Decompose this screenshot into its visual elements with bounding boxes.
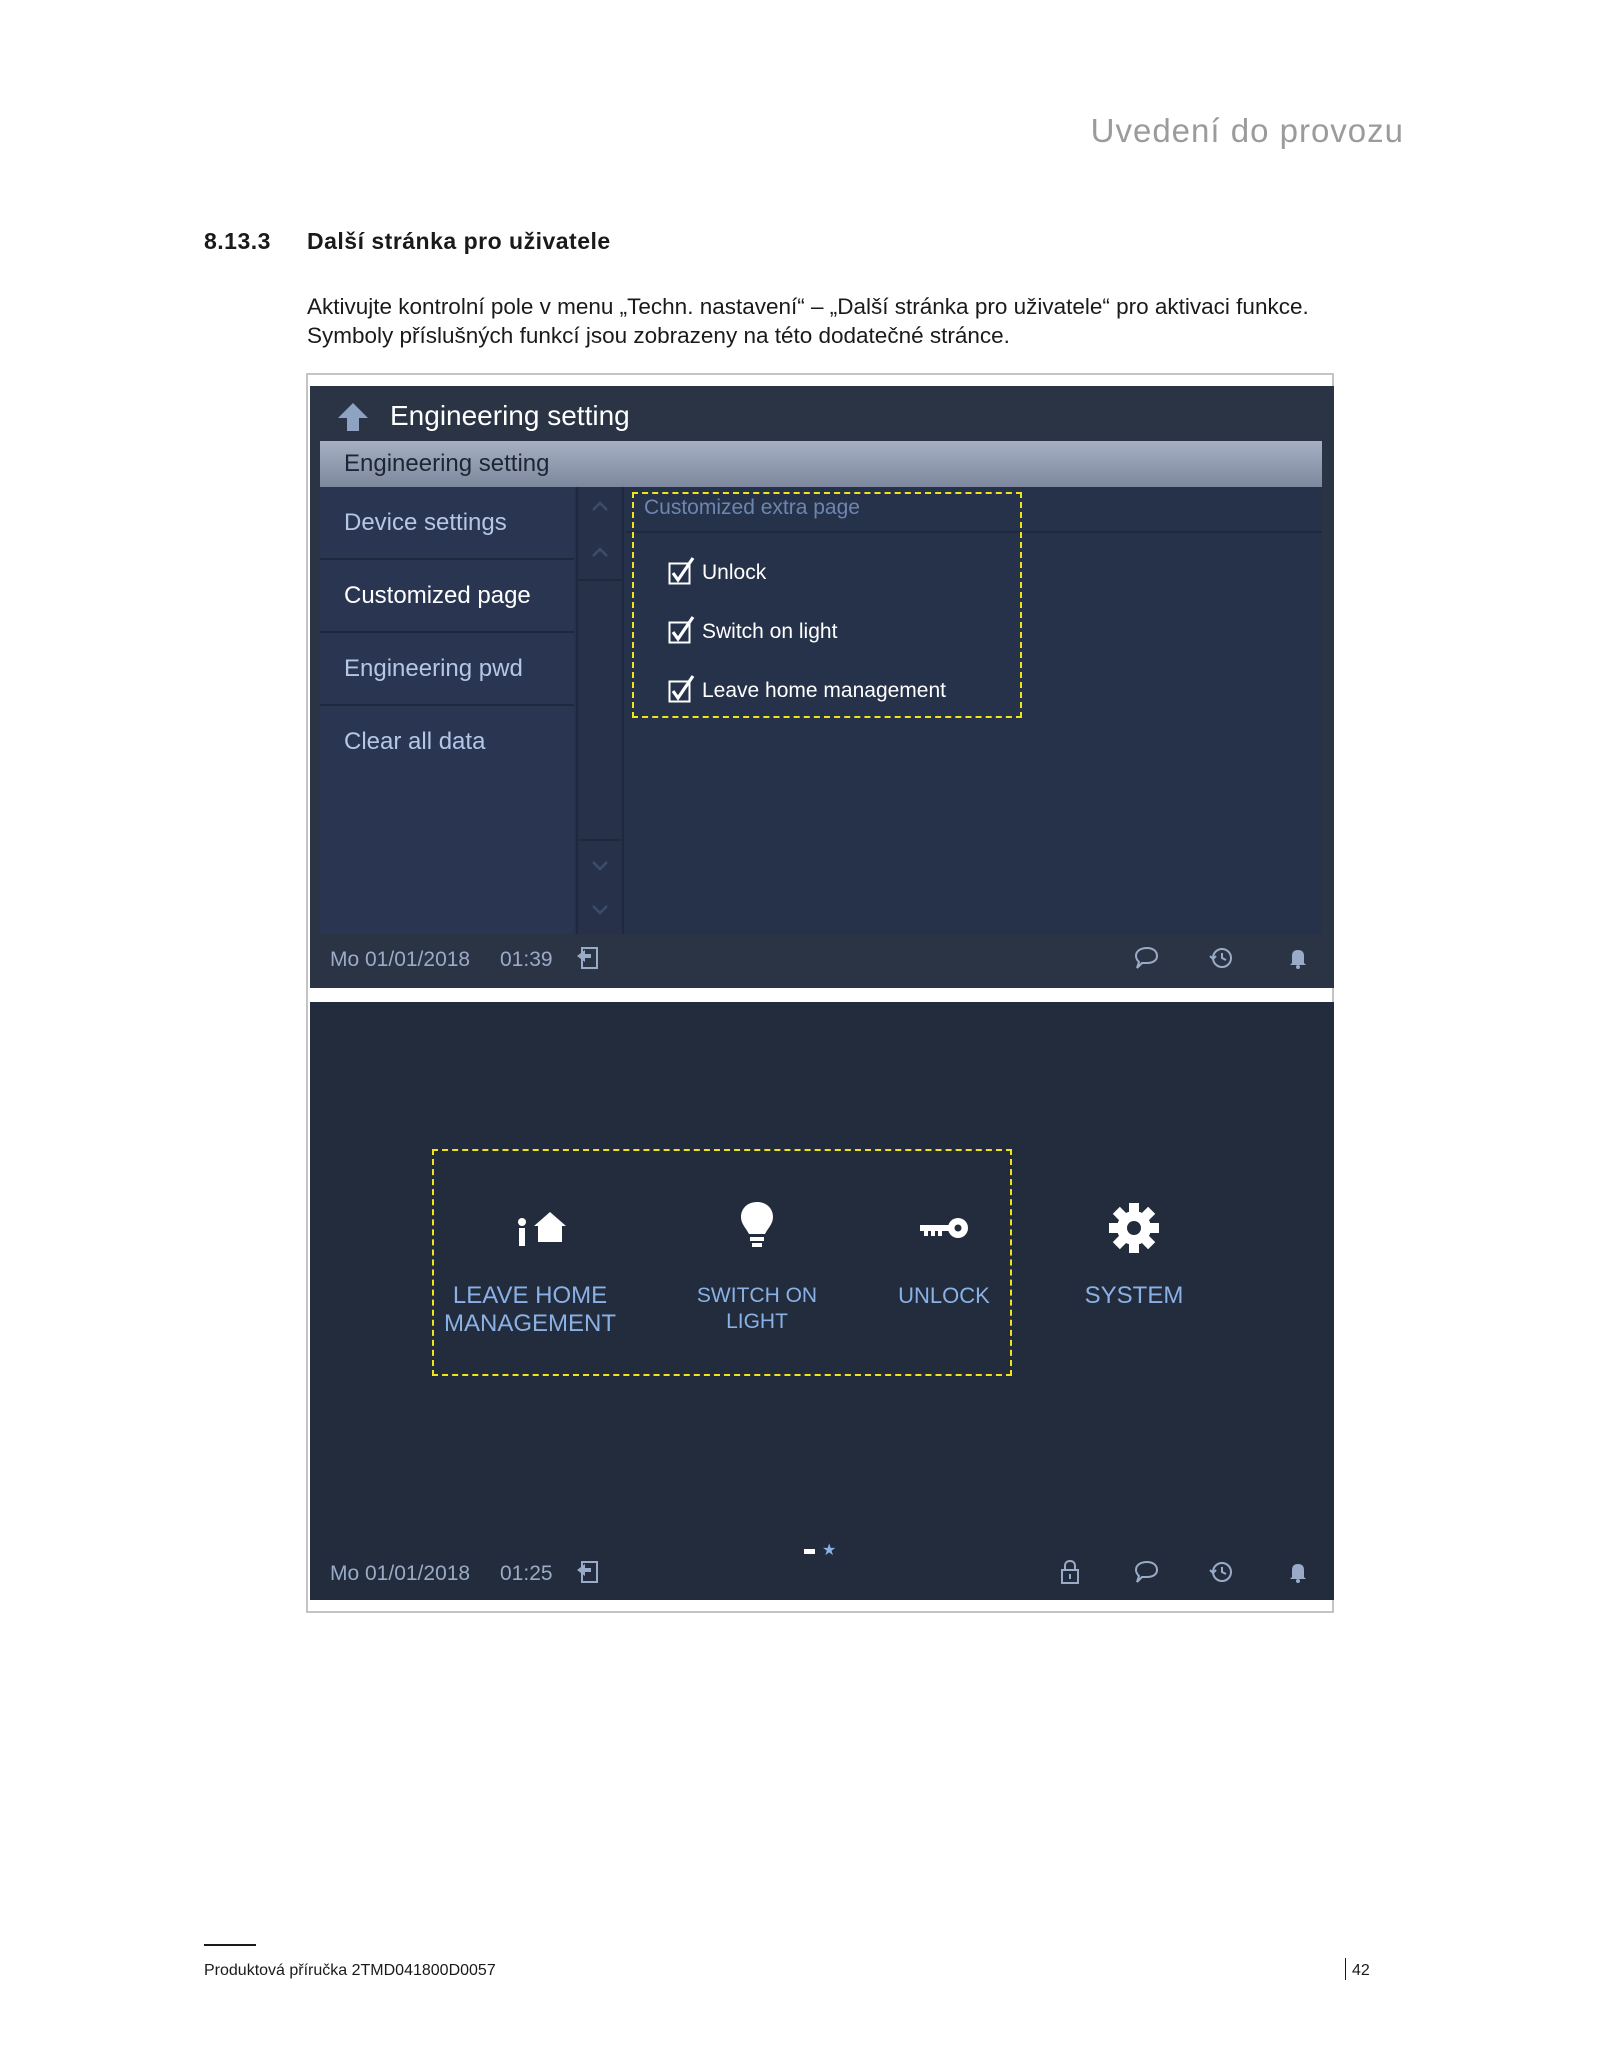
page-indicator-current[interactable]: [804, 1549, 815, 1554]
tile-label-line1[interactable]: LEAVE HOME: [452, 1282, 608, 1309]
menu-item-label: Engineering pwd: [344, 655, 523, 682]
status-date: Mo 01/01/2018: [330, 1562, 471, 1585]
settings-menu: [320, 487, 574, 934]
section-number: 8.13.3: [204, 228, 271, 254]
scrollbar[interactable]: [576, 487, 624, 934]
scrollbar-divider: [578, 839, 622, 841]
option-label: Leave home management: [702, 679, 946, 702]
highlight-frame: [632, 492, 1022, 718]
chevron-down-icon[interactable]: [590, 899, 610, 919]
extra-page-title: Customized extra page: [644, 496, 860, 519]
bell-icon[interactable]: [1284, 944, 1312, 972]
tile-label-line1[interactable]: UNLOCK: [898, 1283, 990, 1308]
back-arrow-icon[interactable]: [336, 400, 370, 434]
page-number: 42: [1352, 1962, 1370, 1979]
menu-item-clear-all-data[interactable]: [320, 706, 574, 779]
footer-divider: [1345, 1958, 1346, 1980]
status-time: 01:39: [500, 948, 553, 971]
page-indicator-star-icon[interactable]: ★: [822, 1542, 837, 1559]
status-time: 01:25: [500, 1562, 553, 1585]
highlight-frame: [432, 1149, 1012, 1376]
screen-title: Engineering setting: [390, 400, 630, 431]
section-title: Další stránka pro uživatele: [307, 228, 611, 254]
logout-icon[interactable]: [574, 1558, 602, 1586]
option-label: Unlock: [702, 561, 767, 584]
gear-icon[interactable]: [1104, 1198, 1164, 1258]
chevron-up-icon[interactable]: [590, 497, 610, 517]
tile-label-line1[interactable]: SWITCH ON: [696, 1284, 818, 1307]
menu-item-engineering-pwd[interactable]: [320, 633, 574, 706]
message-icon[interactable]: [1132, 944, 1160, 972]
footer-rule: [204, 1944, 256, 1946]
bell-icon[interactable]: [1284, 1558, 1312, 1586]
message-icon[interactable]: [1132, 1558, 1160, 1586]
tile-label-line2[interactable]: MANAGEMENT: [443, 1310, 616, 1337]
panel-header: [320, 441, 1322, 487]
tile-label-line2[interactable]: LIGHT: [726, 1310, 788, 1333]
menu-item-label: Customized page: [344, 582, 531, 609]
intro-paragraph: Aktivujte kontrolní pole v menu „Techn. nastavení“ – „Další stránka pro uživatele“ pro aktivaci funkce. Symboly příslušných funkcí jsou zobrazeny na této dodatečné stránce.: [307, 294, 1309, 348]
menu-item-label: Clear all data: [344, 728, 486, 755]
tile-label-line1[interactable]: SYSTEM: [1084, 1282, 1184, 1309]
scrollbar-divider: [578, 579, 622, 581]
lock-icon[interactable]: [1056, 1558, 1084, 1586]
menu-item-customized-page[interactable]: [320, 560, 574, 633]
logout-icon[interactable]: [574, 944, 602, 972]
menu-item-device-settings[interactable]: [320, 487, 574, 560]
chevron-down-icon[interactable]: [590, 855, 610, 875]
panel-header-label: Engineering setting: [344, 450, 550, 477]
option-label: Switch on light: [702, 620, 838, 643]
footer-document-id: Produktová příručka 2TMD041800D0057: [204, 1962, 496, 1979]
running-head: Uvedení do provozu: [1090, 112, 1404, 149]
history-icon[interactable]: [1208, 944, 1236, 972]
chevron-up-icon[interactable]: [590, 543, 610, 563]
menu-item-label: Device settings: [344, 509, 507, 536]
history-icon[interactable]: [1208, 1558, 1236, 1586]
status-date: Mo 01/01/2018: [330, 948, 471, 971]
